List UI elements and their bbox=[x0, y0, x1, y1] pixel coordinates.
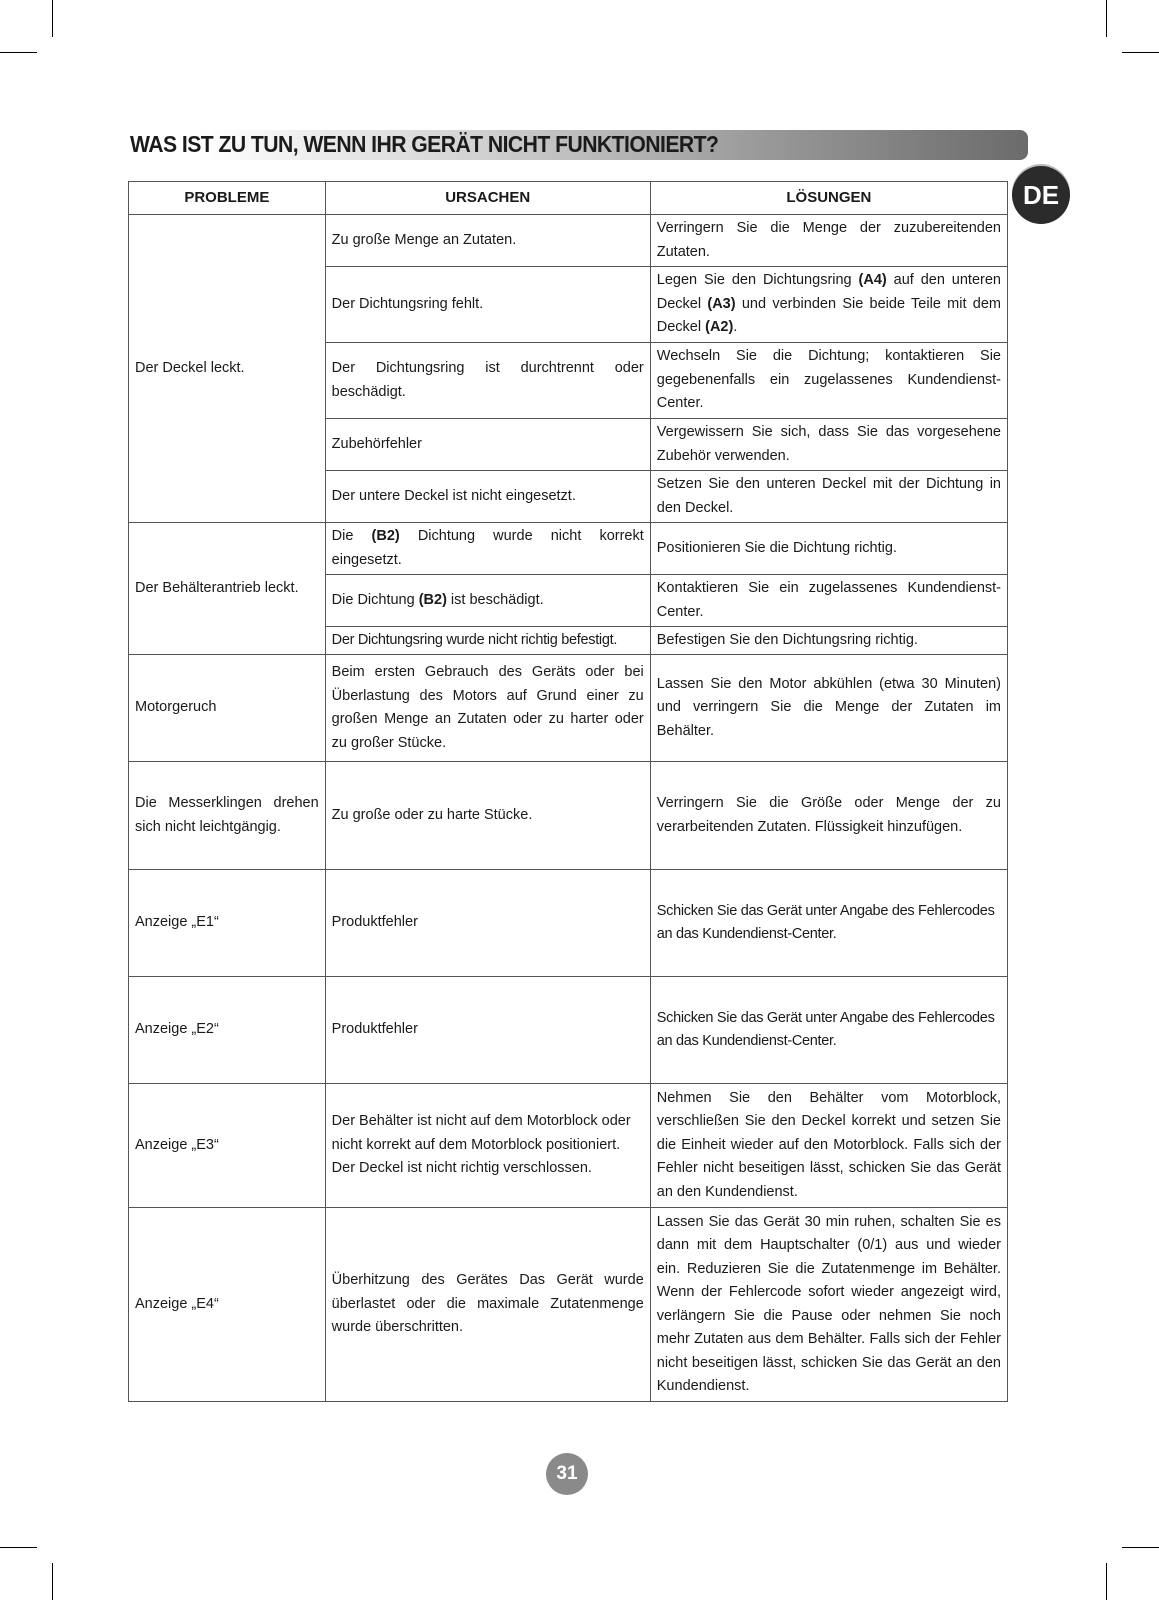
problem-cell: Anzeige „E2“ bbox=[129, 977, 326, 1084]
problem-cell: Anzeige „E3“ bbox=[129, 1084, 326, 1208]
solution-cell: Verringern Sie die Menge der zuzubereitenden Zutaten. bbox=[650, 215, 1007, 267]
cause-cell: Beim ersten Gebrauch des Geräts oder bei Überlastung des Motors auf Grund einer zu großen Menge an Zutaten oder zu harter oder zu großer Stücke. bbox=[325, 655, 650, 762]
table-row bbox=[129, 523, 1008, 575]
column-header-loesungen: LÖSUNGEN bbox=[650, 182, 1007, 215]
column-header-ursachen: URSACHEN bbox=[325, 182, 650, 215]
solution-cell: Befestigen Sie den Dichtungsring richtig. bbox=[650, 627, 1007, 655]
column-header-probleme: PROBLEME bbox=[129, 182, 326, 215]
problem-cell: Anzeige „E1“ bbox=[129, 870, 326, 977]
cause-cell: Zubehörfehler bbox=[325, 419, 650, 471]
solution-cell: Schicken Sie das Gerät unter Angabe des Fehlercodes an das Kundendienst-Center. bbox=[650, 870, 1007, 977]
solution-cell: Vergewissern Sie sich, dass Sie das vorgesehene Zubehör verwenden. bbox=[650, 419, 1007, 471]
solution-cell: Verringern Sie die Größe oder Menge der zu verarbeitenden Zutaten. Flüssigkeit hinzufügen. bbox=[650, 762, 1007, 870]
table-row bbox=[129, 870, 1008, 977]
cause-cell: Die Dichtung (B2) ist beschädigt. bbox=[325, 575, 650, 627]
cause-cell: Produktfehler bbox=[325, 870, 650, 977]
solution-cell: Kontaktieren Sie ein zugelassenes Kundendienst-Center. bbox=[650, 575, 1007, 627]
problem-cell: Der Behälterantrieb leckt. bbox=[129, 523, 326, 655]
solution-cell: Positionieren Sie die Dichtung richtig. bbox=[650, 523, 1007, 575]
crop-mark bbox=[0, 52, 37, 53]
crop-mark bbox=[52, 1563, 53, 1600]
problem-cell: Der Deckel leckt. bbox=[129, 215, 326, 523]
solution-cell: Lassen Sie den Motor abkühlen (etwa 30 Minuten) und verringern Sie die Menge der Zutaten im Behälter. bbox=[650, 655, 1007, 762]
cause-cell: Produktfehler bbox=[325, 977, 650, 1084]
cause-cell: Überhitzung des Gerätes Das Gerät wurde überlastet oder die maximale Zutatenmenge wurde überschritten. bbox=[325, 1208, 650, 1402]
page-number: 31 bbox=[546, 1453, 588, 1495]
crop-mark bbox=[1122, 52, 1159, 53]
table-row bbox=[129, 762, 1008, 870]
table-header-row bbox=[129, 182, 1008, 215]
cause-cell: Zu große Menge an Zutaten. bbox=[325, 215, 650, 267]
crop-mark bbox=[1106, 1563, 1107, 1600]
cause-cell: Zu große oder zu harte Stücke. bbox=[325, 762, 650, 870]
crop-mark bbox=[1122, 1547, 1159, 1548]
crop-mark bbox=[0, 1547, 37, 1548]
solution-cell: Setzen Sie den unteren Deckel mit der Dichtung in den Deckel. bbox=[650, 471, 1007, 523]
solution-cell: Schicken Sie das Gerät unter Angabe des Fehlercodes an das Kundendienst-Center. bbox=[650, 977, 1007, 1084]
solution-cell bbox=[650, 267, 1007, 343]
cause-cell: Der Dichtungsring ist durchtrennt oder beschädigt. bbox=[325, 343, 650, 419]
table-row bbox=[129, 977, 1008, 1084]
table-row bbox=[129, 215, 1008, 267]
problem-cell: Motorgeruch bbox=[129, 655, 326, 762]
problem-cell: Anzeige „E4“ bbox=[129, 1208, 326, 1402]
crop-mark bbox=[1106, 0, 1107, 37]
solution-cell: Lassen Sie das Gerät 30 min ruhen, schalten Sie es dann mit dem Hauptschalter (0/1) aus und wieder ein. Reduzieren Sie die Zutatenmenge im Behälter. Wenn der Fehlercode sofort wieder angezeigt wird, verlängern Sie die Pause oder nehmen Sie noch mehr Zutaten aus dem Behälter. Falls sich der Fehler nicht beseitigen lässt, schicken Sie das Gerät an den Kundendienst. bbox=[650, 1208, 1007, 1402]
crop-mark bbox=[52, 0, 53, 37]
cause-cell: Der untere Deckel ist nicht eingesetzt. bbox=[325, 471, 650, 523]
solution-text: Legen Sie den Dichtungsring (A4) auf den unteren Deckel (A3) und verbinden Sie beide Teile mit dem Deckel (A2). bbox=[656, 272, 1001, 336]
solution-cell: Nehmen Sie den Behälter vom Motorblock, verschließen Sie den Deckel korrekt und setzen Sie die Einheit wieder auf den Motorblock. Falls sich der Fehler nicht beseitigen lässt, schicken Sie das Gerät an den Kundendienst. bbox=[650, 1084, 1007, 1208]
page-title: WAS IST ZU TUN, WENN IHR GERÄT NICHT FUNKTIONIERT? bbox=[130, 131, 719, 157]
cause-cell: Der Behälter ist nicht auf dem Motorblock oder nicht korrekt auf dem Motorblock positioniert. Der Deckel ist nicht richtig verschlossen. bbox=[325, 1084, 650, 1208]
cause-cell: Der Dichtungsring fehlt. bbox=[325, 267, 650, 343]
table-row bbox=[129, 1208, 1008, 1402]
cause-cell: Der Dichtungsring wurde nicht richtig befestigt. bbox=[325, 627, 650, 655]
solution-cell: Wechseln Sie die Dichtung; kontaktieren Sie gegebenenfalls ein zugelassenes Kundendienst-Center. bbox=[650, 343, 1007, 419]
cause-cell: Die (B2) Dichtung wurde nicht korrekt eingesetzt. bbox=[325, 523, 650, 575]
language-badge: DE bbox=[1012, 166, 1070, 224]
table-row bbox=[129, 1084, 1008, 1208]
troubleshooting-table bbox=[128, 181, 1008, 1402]
table-row bbox=[129, 655, 1008, 762]
problem-cell: Die Messerklingen drehen sich nicht leichtgängig. bbox=[129, 762, 326, 870]
